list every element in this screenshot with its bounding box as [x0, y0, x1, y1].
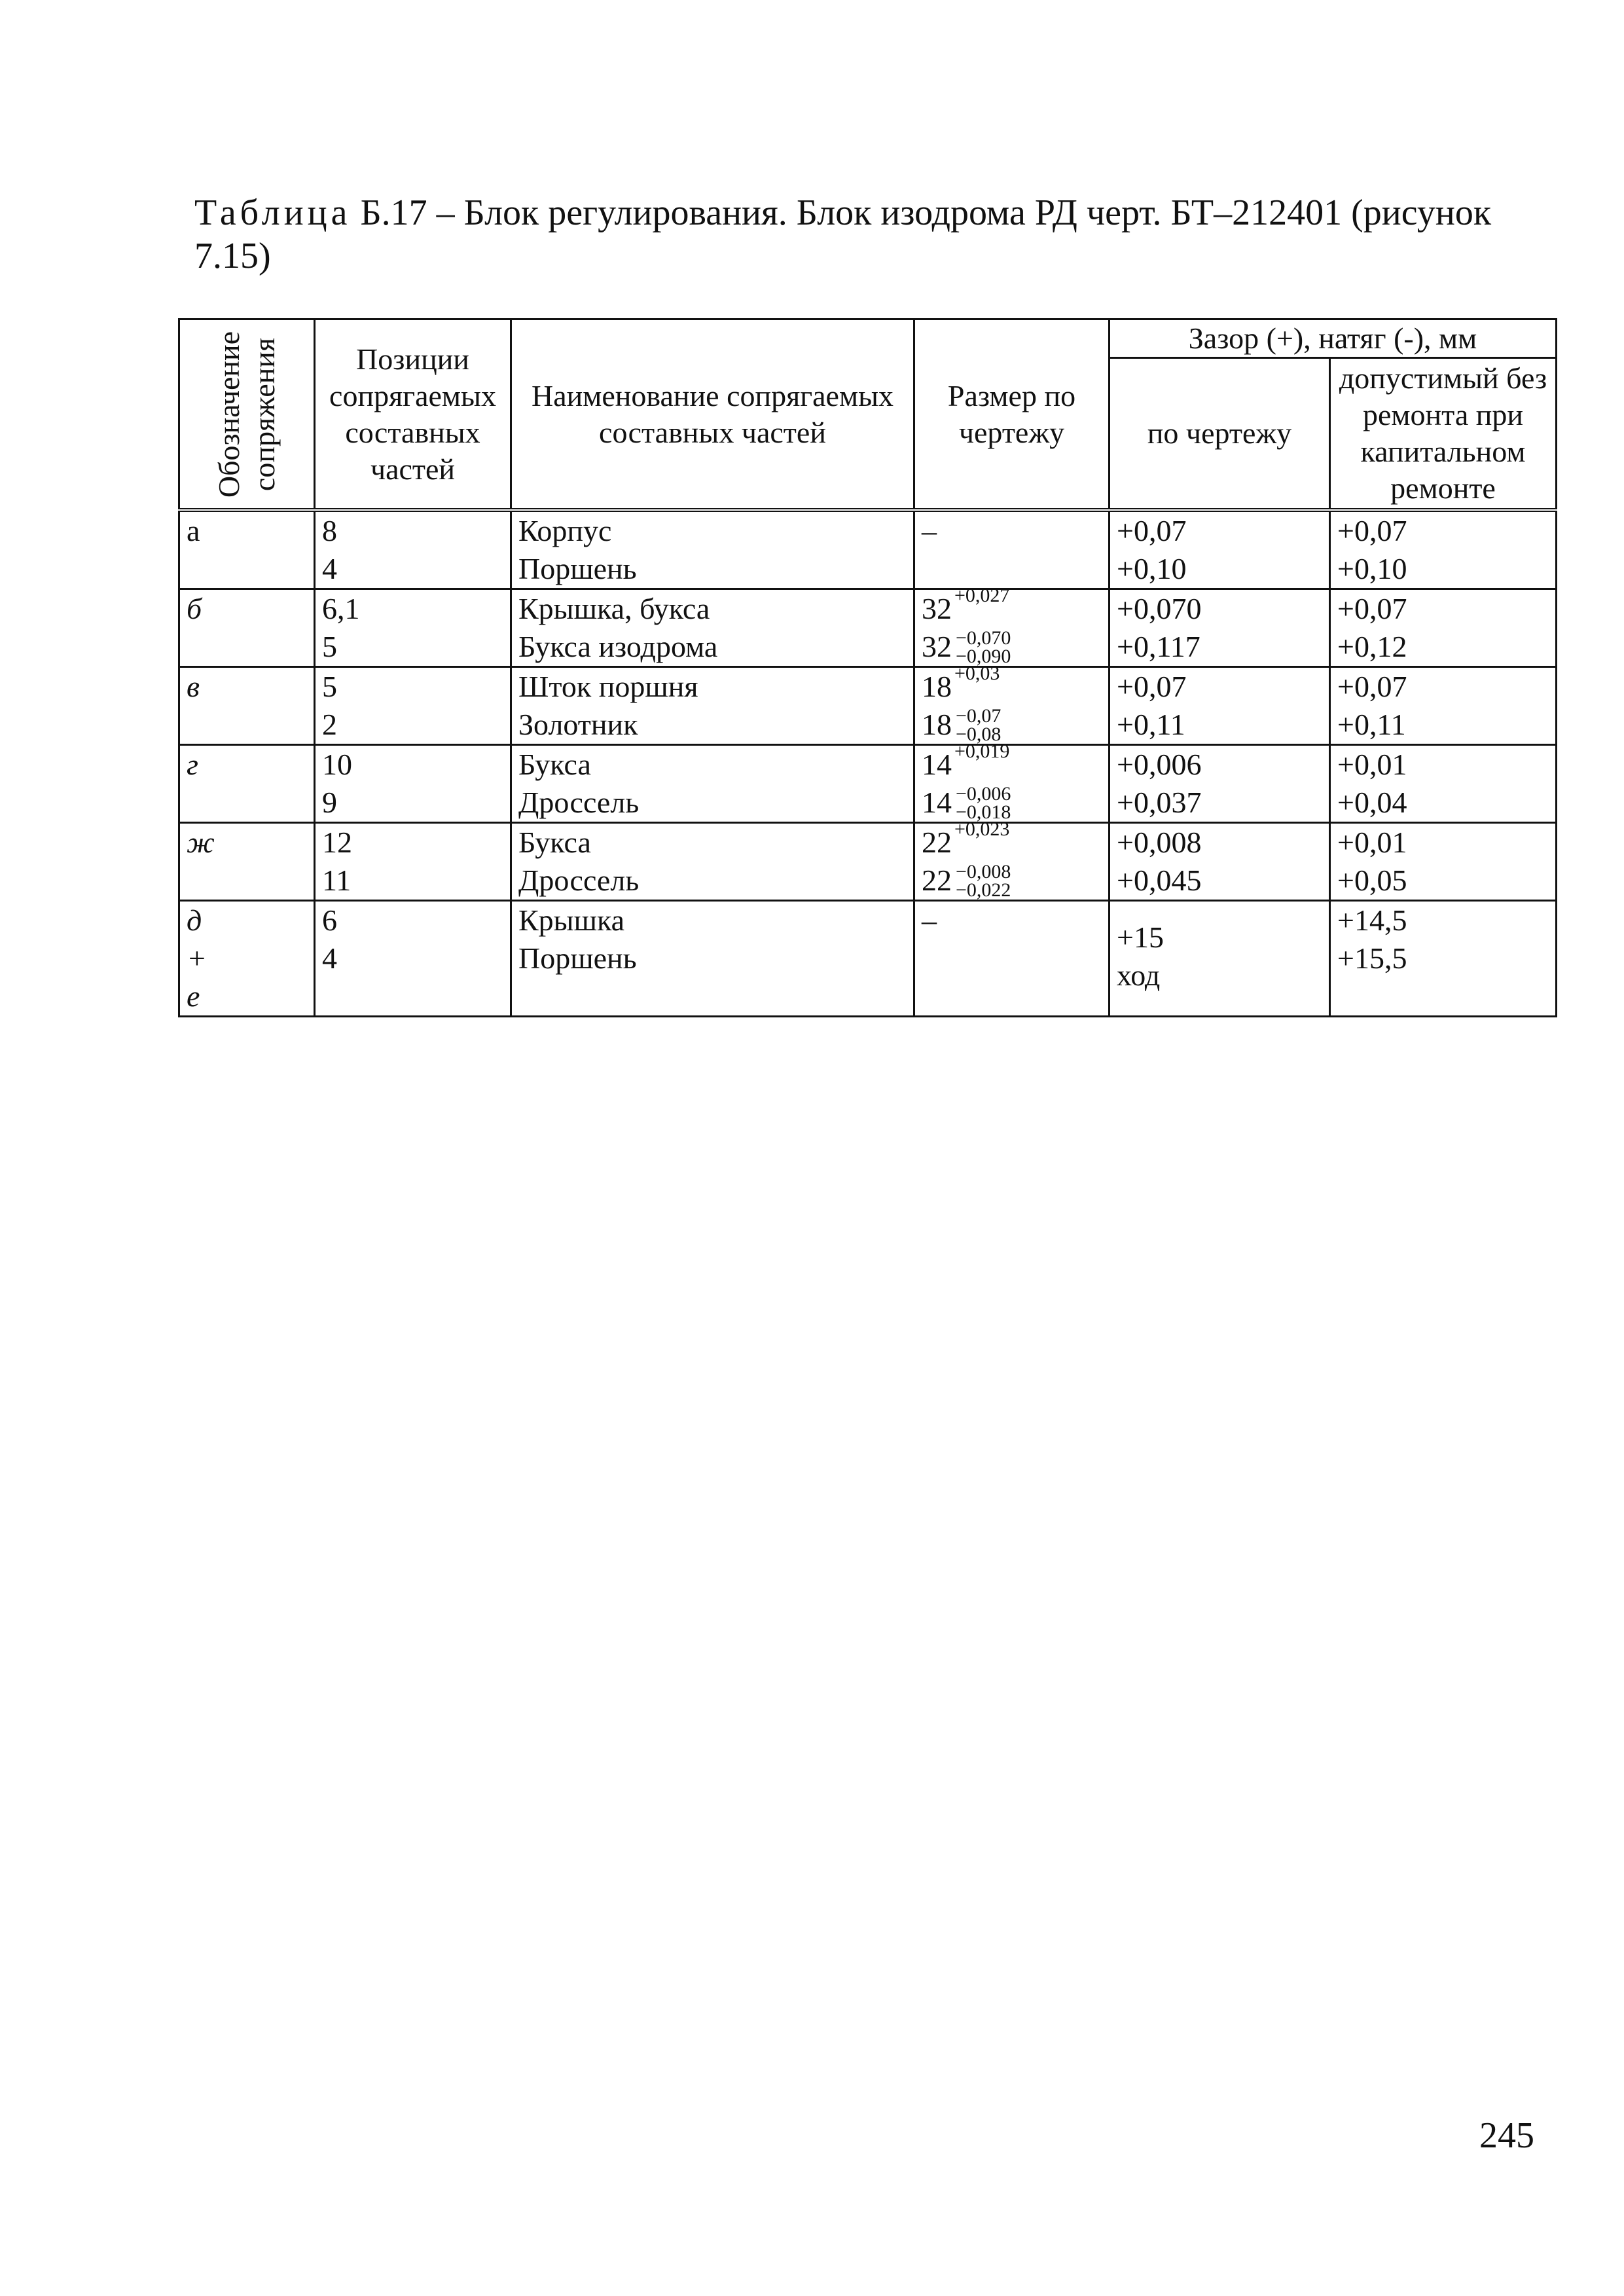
- table-row: [179, 823, 1557, 901]
- cell-names-line: Крышка, букса: [518, 592, 710, 625]
- cell-by-drawing-line: +0,008: [1117, 826, 1202, 859]
- cell-allowed-line: +0,12: [1337, 630, 1407, 663]
- cell-size: [914, 510, 1110, 589]
- cell-by-drawing: [1110, 667, 1330, 745]
- cell-names-line: Шток поршня: [518, 670, 698, 703]
- header-clearance-group: Зазор (+), натяг (-), мм: [1110, 319, 1557, 358]
- size-base: 22: [922, 864, 952, 897]
- table-body: [179, 510, 1557, 1017]
- cell-mark: [179, 823, 315, 901]
- size-tolerance-upper: −0,006: [956, 783, 1011, 805]
- cell-size: [914, 901, 1110, 1017]
- size-base: 14: [922, 748, 952, 781]
- cell-mark-line: е: [187, 979, 200, 1013]
- cell-mark-line: г: [187, 748, 198, 781]
- cell-positions-line: 8: [322, 514, 337, 547]
- cell-names-line: Дроссель: [518, 864, 640, 897]
- cell-allowed-line: +14,5: [1337, 903, 1407, 937]
- size-value: [922, 818, 1102, 862]
- size-base: –: [922, 903, 937, 937]
- header-allowed: допустимый без ремонта при капитальном ремонте: [1330, 358, 1557, 511]
- cell-mark-line: в: [187, 670, 200, 703]
- table-row: [179, 510, 1557, 589]
- table-row: [179, 901, 1557, 1017]
- cell-positions-line: 6: [322, 903, 337, 937]
- cell-positions-line: 2: [322, 708, 337, 741]
- cell-by-drawing-line: ход: [1117, 958, 1161, 992]
- cell-by-drawing-line: +0,006: [1117, 748, 1202, 781]
- size-value: [922, 663, 1102, 706]
- cell-allowed-line: +15,5: [1337, 941, 1407, 975]
- table-row: [179, 589, 1557, 667]
- size-tolerance-lower: −0,022: [956, 879, 1011, 901]
- cell-by-drawing-line: +0,045: [1117, 864, 1202, 897]
- cell-names-line: Поршень: [518, 552, 637, 585]
- cell-allowed: [1330, 901, 1557, 1017]
- table-caption: [194, 191, 1556, 278]
- cell-allowed: [1330, 823, 1557, 901]
- size-value: [922, 706, 1102, 744]
- cell-positions-line: 6,1: [322, 592, 360, 625]
- cell-allowed: [1330, 510, 1557, 589]
- cell-by-drawing: [1110, 823, 1330, 901]
- cell-allowed-line: +0,05: [1337, 864, 1407, 897]
- cell-mark-line: б: [187, 592, 202, 625]
- cell-names-line: Золотник: [518, 708, 638, 741]
- cell-by-drawing: [1110, 901, 1330, 1017]
- cell-positions: [315, 901, 511, 1017]
- cell-by-drawing-line: +0,070: [1117, 592, 1202, 625]
- cell-allowed-line: +0,01: [1337, 748, 1407, 781]
- size-value: [922, 740, 1102, 784]
- cell-positions: [315, 823, 511, 901]
- size-tolerance: +0,03: [954, 663, 1000, 684]
- table-header: [179, 319, 1557, 511]
- caption-label: Таблица: [194, 192, 352, 233]
- size-tolerance-upper: −0,070: [956, 627, 1011, 649]
- cell-positions-line: 12: [322, 826, 352, 859]
- cell-mark-line: а: [187, 514, 200, 547]
- size-tolerance-lower: −0,08: [956, 723, 1001, 745]
- cell-names-line: Букса изодрома: [518, 630, 718, 663]
- cell-allowed-line: +0,04: [1337, 786, 1407, 819]
- size-value: [922, 628, 1102, 666]
- cell-by-drawing-line: +0,10: [1117, 552, 1187, 585]
- cell-names-line: Дроссель: [518, 786, 640, 819]
- cell-by-drawing-line: +0,07: [1117, 670, 1187, 703]
- cell-size: [914, 663, 1110, 745]
- cell-mark: [179, 745, 315, 823]
- cell-positions-line: 5: [322, 670, 337, 703]
- cell-mark: [179, 667, 315, 745]
- spec-table: [178, 318, 1557, 1017]
- cell-by-drawing-line: +0,117: [1117, 630, 1200, 663]
- cell-mark: [179, 589, 315, 667]
- cell-by-drawing: [1110, 510, 1330, 589]
- cell-allowed-line: +0,07: [1337, 670, 1407, 703]
- header-positions: Позиции сопрягаемых составных частей: [315, 319, 511, 511]
- size-value: [922, 512, 1102, 550]
- cell-positions-line: 4: [322, 941, 337, 975]
- cell-names: [511, 745, 914, 823]
- cell-by-drawing-line: +15: [1117, 920, 1164, 954]
- cell-by-drawing: [1110, 745, 1330, 823]
- table-row: [179, 745, 1557, 823]
- size-value: [922, 862, 1102, 900]
- header-designation: Обозначение сопряжения: [179, 319, 315, 511]
- size-base: 18: [922, 670, 952, 703]
- header-drawing-size: Размер по чертежу: [914, 319, 1110, 511]
- cell-names-line: Букса: [518, 748, 591, 781]
- table-row: [179, 667, 1557, 745]
- cell-by-drawing-line: +0,037: [1117, 786, 1202, 819]
- cell-positions: [315, 745, 511, 823]
- size-value: [922, 784, 1102, 822]
- cell-by-drawing: [1110, 589, 1330, 667]
- cell-names-line: Крышка: [518, 903, 625, 937]
- size-base: 22: [922, 826, 952, 859]
- cell-names: [511, 823, 914, 901]
- size-tolerance: +0,019: [954, 740, 1010, 762]
- cell-size: [914, 818, 1110, 901]
- header-part-names: Наименование сопрягаемых составных частей: [511, 319, 914, 511]
- size-base: –: [922, 514, 937, 547]
- size-value: [922, 902, 1102, 939]
- cell-positions-line: 5: [322, 630, 337, 663]
- cell-allowed-line: +0,10: [1337, 552, 1407, 585]
- size-tolerance-stack: [956, 629, 1011, 666]
- size-tolerance-stack: [956, 707, 1001, 744]
- cell-by-drawing-line: +0,11: [1117, 708, 1185, 741]
- cell-positions-line: 4: [322, 552, 337, 585]
- cell-allowed: [1330, 667, 1557, 745]
- cell-mark: [179, 510, 315, 589]
- cell-mark-line: д: [187, 903, 202, 937]
- size-tolerance-lower: −0,018: [956, 801, 1011, 823]
- caption-text: Б.17 – Блок регулирования. Блок изодрома РД черт. БТ–212401 (рисунок 7.15): [194, 192, 1492, 276]
- cell-positions-line: 11: [322, 864, 352, 897]
- cell-size: [914, 740, 1110, 823]
- page-number: 245: [1479, 2115, 1534, 2156]
- cell-names: [511, 667, 914, 745]
- size-tolerance-upper: −0,008: [956, 861, 1011, 883]
- cell-names: [511, 589, 914, 667]
- cell-allowed: [1330, 745, 1557, 823]
- size-tolerance-stack: [956, 863, 1011, 900]
- cell-positions-line: 9: [322, 786, 337, 819]
- cell-names-line: Букса: [518, 826, 591, 859]
- cell-positions: [315, 510, 511, 589]
- size-base: 32: [922, 592, 952, 625]
- cell-positions-line: 10: [322, 748, 352, 781]
- cell-mark: [179, 901, 315, 1017]
- cell-allowed-line: +0,01: [1337, 826, 1407, 859]
- cell-names-line: Поршень: [518, 941, 637, 975]
- cell-size: [914, 585, 1110, 667]
- size-tolerance: +0,027: [954, 585, 1010, 606]
- cell-names: [511, 510, 914, 589]
- size-base: 32: [922, 630, 952, 663]
- cell-allowed-line: +0,07: [1337, 592, 1407, 625]
- size-tolerance-stack: [956, 785, 1011, 822]
- size-value: [922, 585, 1102, 628]
- header-by-drawing: по чертежу: [1110, 358, 1330, 511]
- cell-by-drawing-line: +0,07: [1117, 514, 1187, 547]
- size-tolerance: +0,023: [954, 818, 1010, 840]
- cell-mark-line: ж: [187, 826, 215, 859]
- size-base: 18: [922, 708, 952, 741]
- cell-positions: [315, 667, 511, 745]
- cell-positions: [315, 589, 511, 667]
- cell-allowed-line: +0,07: [1337, 514, 1407, 547]
- cell-names-line: Корпус: [518, 514, 612, 547]
- cell-allowed: [1330, 589, 1557, 667]
- size-tolerance-upper: −0,07: [956, 705, 1001, 727]
- cell-allowed-line: +0,11: [1337, 708, 1406, 741]
- size-tolerance-lower: −0,090: [956, 646, 1011, 667]
- cell-names: [511, 901, 914, 1017]
- cell-mark-line: +: [187, 941, 208, 975]
- size-base: 14: [922, 786, 952, 819]
